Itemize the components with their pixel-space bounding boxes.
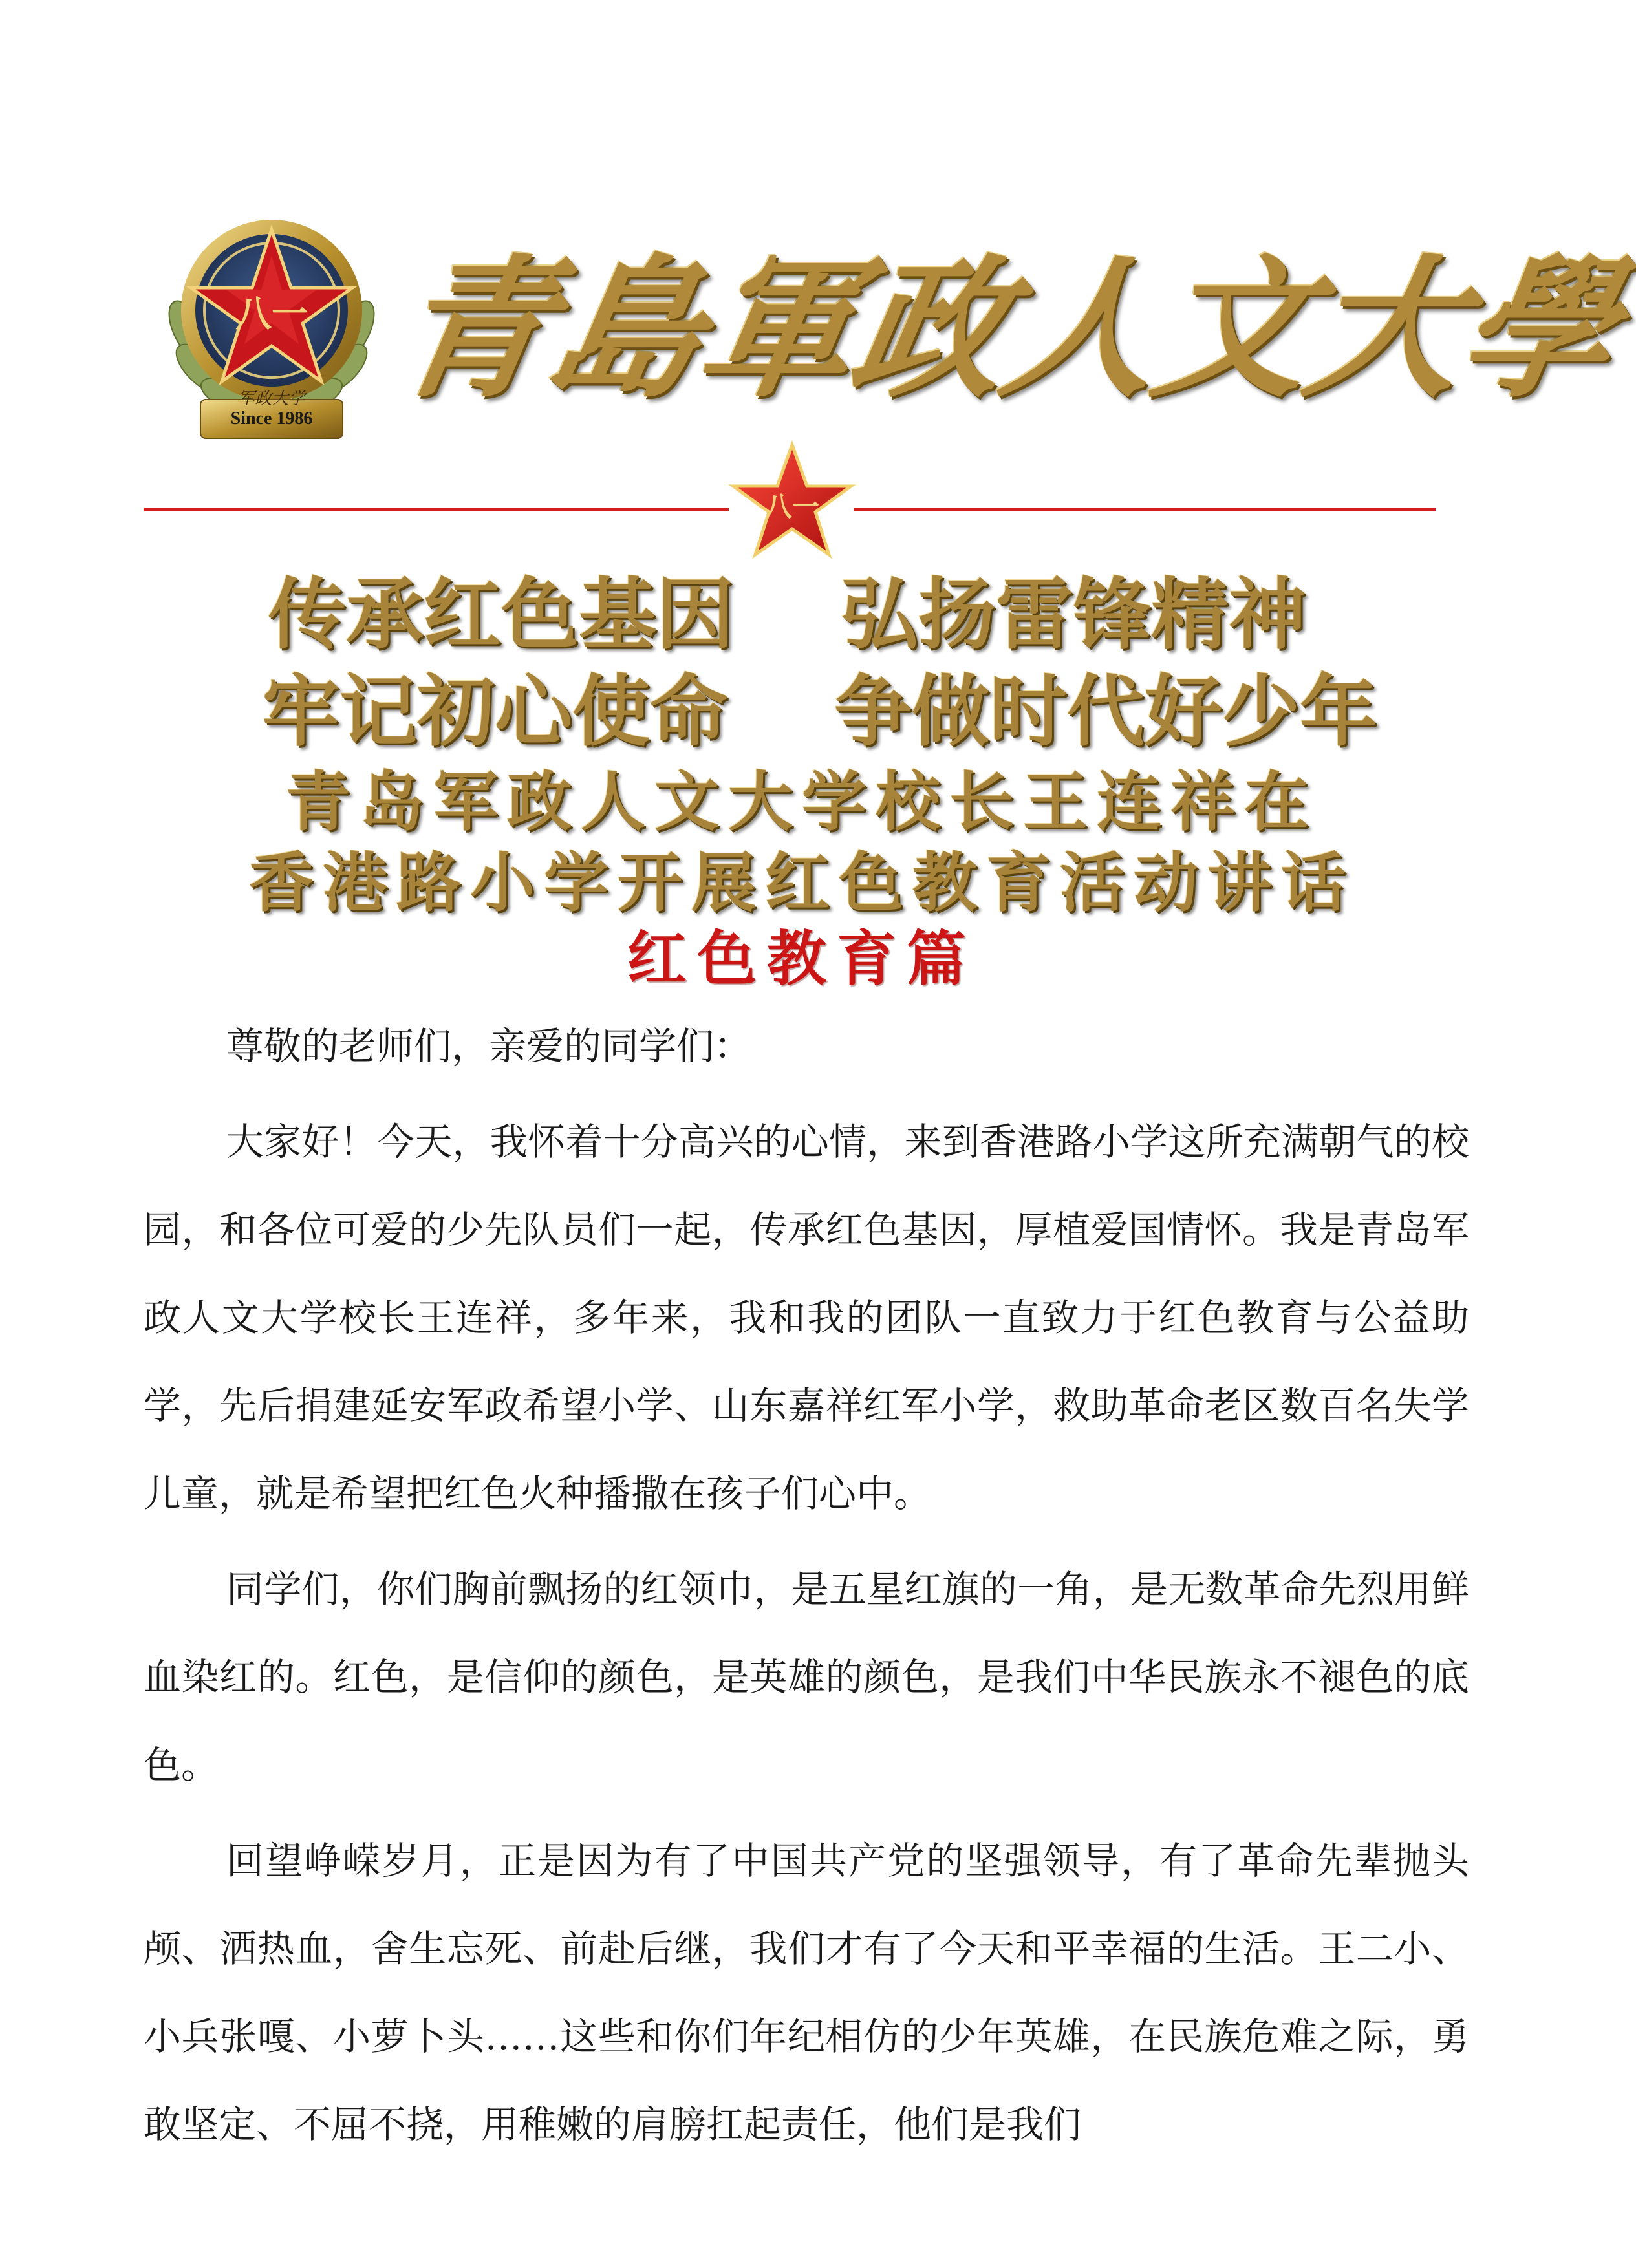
school-name-char: 政 xyxy=(839,239,1023,418)
subtitle-line2: 香港路小学开展红色教育活动讲话 xyxy=(249,844,1355,921)
divider-left xyxy=(144,508,729,511)
slogan-line2-right: 争做时代好少年 xyxy=(834,666,1377,757)
school-name-char: 學 xyxy=(1447,239,1631,418)
school-name-char: 青 xyxy=(383,239,567,418)
school-name-logo xyxy=(383,220,1631,418)
emblem-text: 军政大学 xyxy=(237,389,305,409)
school-name-char: 大 xyxy=(1295,239,1479,418)
speech-body xyxy=(144,1002,1469,2168)
section-title: 红色教育篇 xyxy=(627,924,976,994)
speech-greeting: 尊敬的老师们，亲爱的同学们： xyxy=(226,1024,752,1068)
slogan-line1-left: 传承红色基因 xyxy=(268,569,734,660)
speech-paragraph: 回望峥嵘岁月，正是因为有了中国共产党的坚强领导，有了革命先辈抛头颅、洒热血，舍生忘死、前赴后继，我们才有了今天和平幸福的生活。王二小、小兵张嘎、小萝卜头……这些和你们年纪相仿的少年英雄，在民族危难之际，勇敢坚定、不屈不挠，用稚嫩的肩膀扛起责任，他们是我们 xyxy=(144,1839,1469,2146)
slogan-line1-right: 弘扬雷锋精神 xyxy=(841,569,1306,660)
svg-text:八一: 八一 xyxy=(235,293,308,336)
army-emblem-icon xyxy=(162,194,382,446)
svg-text:八一: 八一 xyxy=(764,491,820,522)
school-name-char: 人 xyxy=(991,239,1175,418)
slogan-line2-left: 牢记初心使命 xyxy=(262,666,727,757)
emblem-since: Since 1986 xyxy=(230,409,313,429)
speech-paragraph: 大家好！今天，我怀着十分高兴的心情，来到香港路小学这所充满朝气的校园，和各位可爱的少先队员们一起，传承红色基因，厚植爱国情怀。我是青岛军政人文大学校长王连祥，多年来，我和我的团队一直致力于红色教育与公益助学，先后捐建延安军政希望小学、山东嘉祥红军小学，救助革命老区数百名失学儿童，就是希望把红色火种播撒在孩子们心中。 xyxy=(144,1120,1469,1515)
school-name-char: 文 xyxy=(1143,239,1327,418)
school-name-char: 島 xyxy=(535,239,719,418)
subtitle-line1: 青岛军政人文大学校长王连祥在 xyxy=(286,764,1318,840)
speech-paragraph: 同学们，你们胸前飘扬的红领巾，是五星红旗的一角，是无数革命先烈用鲜血染红的。红色，是信仰的颜色，是英雄的颜色，是我们中华民族永不褪色的底色。 xyxy=(144,1567,1469,1787)
divider-right xyxy=(854,508,1436,511)
school-name-char: 軍 xyxy=(687,239,871,418)
red-star-icon xyxy=(731,440,854,562)
